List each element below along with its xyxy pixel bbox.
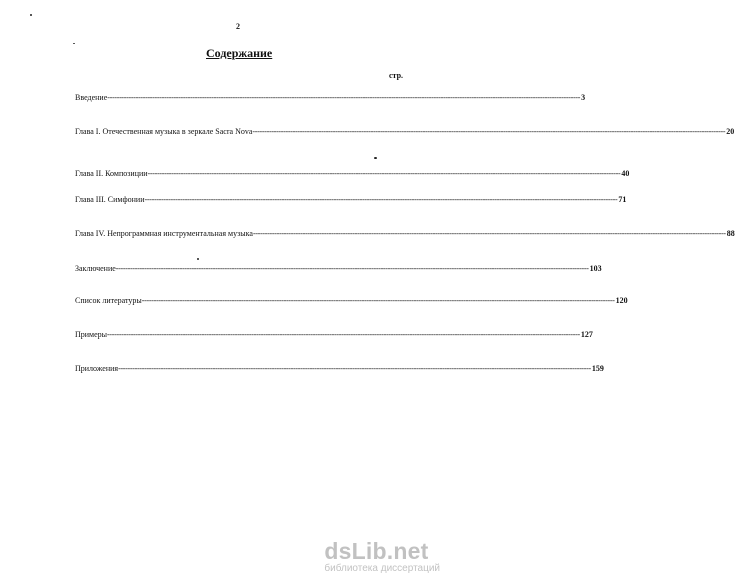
scan-speck [374, 157, 377, 159]
toc-entry-chapter-1 [75, 127, 735, 137]
dot-leader: -------------------------------------------------------------------------------------------------------------------------------------------------------------------------------------------------------- [141, 296, 615, 305]
page-number: 2 [236, 22, 240, 31]
dot-leader: -------------------------------------------------------------------------------------------------------------------------------------------------------------------------------------------------------- [115, 264, 589, 273]
toc-entry-title: Введение [75, 93, 108, 102]
toc-entry-title: Глава IV. Непрограммная инструментальная музыка [75, 229, 253, 238]
toc-entry-page: 103 [589, 264, 602, 273]
toc-heading: Содержание [206, 46, 273, 60]
toc-entry-appendices [75, 364, 604, 374]
toc-entry-examples [75, 330, 593, 340]
watermark-logo: dsLib.net [324, 538, 429, 564]
toc-entry-chapter-2 [75, 169, 630, 179]
scan-speck [197, 258, 199, 260]
scan-speck [30, 14, 32, 16]
toc-entry-page: 88 [726, 229, 735, 238]
dot-leader: -------------------------------------------------------------------------------------------------------------------------------------------------------------------------------------------------------- [144, 195, 618, 204]
toc-entry-chapter-3 [75, 195, 627, 205]
toc-entry-page: 71 [618, 195, 627, 204]
dot-leader: -------------------------------------------------------------------------------------------------------------------------------------------------------------------------------------------------------- [252, 127, 726, 136]
dot-leader: -------------------------------------------------------------------------------------------------------------------------------------------------------------------------------------------------------- [107, 93, 581, 102]
toc-entry-page: 20 [726, 127, 735, 136]
scan-speck [73, 43, 75, 44]
toc-entry-bibliography [75, 296, 628, 306]
toc-entry-title: Глава III. Симфонии [75, 195, 145, 204]
toc-entry-title: Список литературы [75, 296, 142, 305]
toc-entry-page: 120 [615, 296, 628, 305]
toc-entry-page: 159 [591, 364, 604, 373]
toc-entry-title: Глава II. Композиции [75, 169, 148, 178]
toc-entry-title: Заключение [75, 264, 116, 273]
dot-leader: -------------------------------------------------------------------------------------------------------------------------------------------------------------------------------------------------------- [252, 229, 726, 238]
toc-entry-title: Глава I. Отечественная музыка в зеркале Sacra Nova [75, 127, 253, 136]
toc-entry-page: 127 [580, 330, 593, 339]
toc-entry-chapter-4 [75, 229, 735, 239]
dot-leader: -------------------------------------------------------------------------------------------------------------------------------------------------------------------------------------------------------- [147, 169, 621, 178]
watermark-tagline: библиотека диссертаций [324, 563, 440, 574]
toc-entry-conclusion [75, 264, 602, 274]
toc-entry-page: 40 [621, 169, 630, 178]
page-column-label: стр. [389, 71, 404, 80]
dot-leader: -------------------------------------------------------------------------------------------------------------------------------------------------------------------------------------------------------- [118, 364, 591, 373]
toc-entry-page: 3 [581, 93, 586, 102]
dot-leader: -------------------------------------------------------------------------------------------------------------------------------------------------------------------------------------------------------- [107, 330, 580, 339]
site-watermark [324, 540, 440, 574]
toc-entry-title: Приложения [75, 364, 119, 373]
toc-entry-title: Примеры [75, 330, 108, 339]
toc-entry-introduction [75, 93, 586, 103]
